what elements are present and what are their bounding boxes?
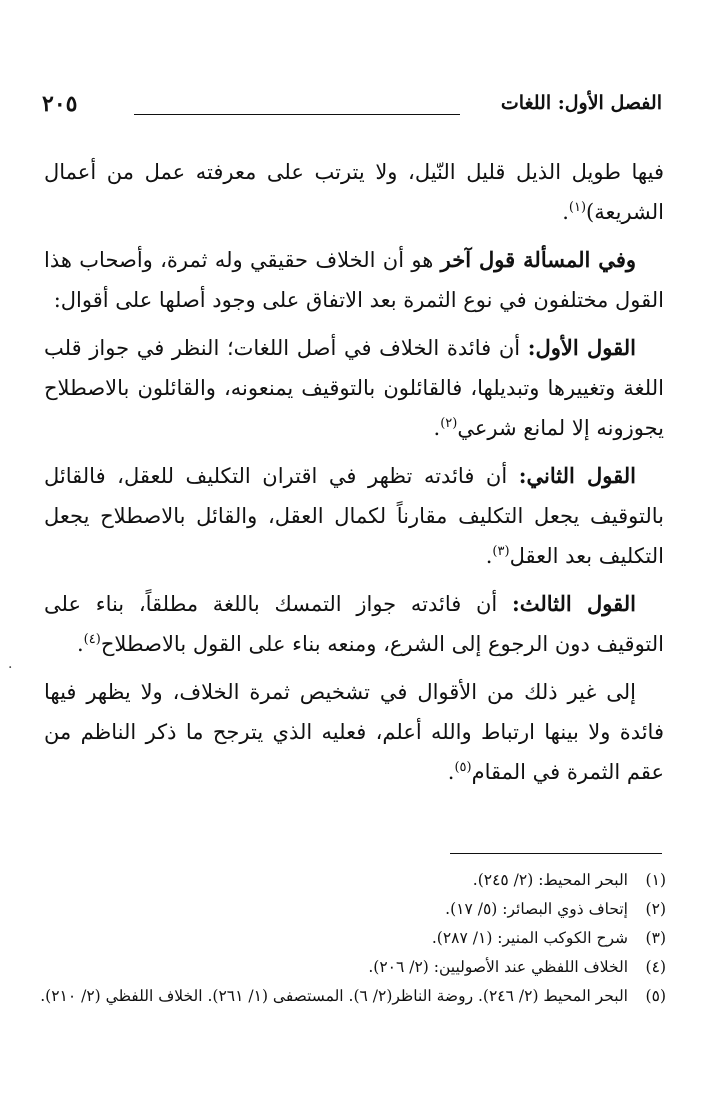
footnote-text: البحر المحيط: (٢/ ٢٤٥). xyxy=(472,871,628,889)
running-header xyxy=(42,92,662,122)
paragraph-1-end: . xyxy=(562,200,569,224)
paragraph-3 xyxy=(44,328,664,448)
footnote-separator xyxy=(450,853,662,854)
footnote-number: (٥) xyxy=(645,987,666,1005)
paragraph-3-end: . xyxy=(433,416,441,440)
footnote-number: (٢) xyxy=(645,900,666,918)
margin-mark: · xyxy=(8,660,13,676)
footnote-ref-2: (٢) xyxy=(440,416,458,431)
paragraph-6-end: . xyxy=(447,760,455,784)
footnote-number: (١) xyxy=(645,871,666,889)
footnote-text: الخلاف اللفظي عند الأصوليين: (٢/ ٢٠٦). xyxy=(368,958,628,976)
footnotes xyxy=(40,866,666,1011)
paragraph-4-end: . xyxy=(485,544,493,568)
paragraph-1 xyxy=(44,152,664,232)
paragraph-5 xyxy=(44,584,664,664)
footnote-3 xyxy=(40,924,666,953)
footnote-1 xyxy=(40,866,666,895)
paragraph-2 xyxy=(44,240,664,320)
footnote-ref-3: (٣) xyxy=(492,544,510,559)
footnote-text: شرح الكوكب المنير: (١/ ٢٨٧). xyxy=(431,929,628,947)
paragraph-6-text: إلى غير ذلك من الأقوال في تشخيص ثمرة الخلاف، ولا يظهر فيها فائدة ولا بينها ارتباط والله أعلم، فعليه الذي يترجح ما ذكر الناظم من عقم الثمرة في المقام xyxy=(44,680,664,784)
paragraph-4-text: أن فائدته تظهر في اقتران التكليف للعقل، فالقائل بالتوقيف يجعل التكليف مقارناً لكمال العقل، والقائل بالاصطلاح يجعل التكليف بعد العقل xyxy=(44,464,664,568)
paragraph-3-text: أن فائدة الخلاف في أصل اللغات؛ النظر في جواز قلب اللغة وتغييرها وتبديلها، فالقائلون بالتوقيف يمنعونه، والقائلون بالاصطلاح يجوزونه إلا لمانع شرعي xyxy=(44,336,664,440)
footnote-number: (٤) xyxy=(645,958,666,976)
footnote-2 xyxy=(40,895,666,924)
paragraph-5-end: . xyxy=(76,632,84,656)
paragraph-3-lead: القول الأول: xyxy=(527,335,636,360)
paragraph-6 xyxy=(44,672,664,792)
paragraph-2-text: هو أن الخلاف حقيقي وله ثمرة، وأصحاب هذا القول مختلفون في نوع الثمرة بعد الاتفاق على وجود أصلها على أقوال: xyxy=(44,248,664,312)
footnote-text: إتحاف ذوي البصائر: (٥/ ١٧). xyxy=(445,900,628,918)
paragraph-4 xyxy=(44,456,664,576)
footnote-text: البحر المحيط (٢/ ٢٤٦). روضة الناظر(٢/ ٦). المستصفى (١/ ٢٦١). الخلاف اللفظي (٢/ ٢١٠). xyxy=(40,987,628,1005)
footnote-ref-1: (١) xyxy=(568,200,587,215)
chapter-title: الفصل الأول: اللغات xyxy=(500,92,662,114)
paragraph-1-text: فيها طويل الذيل قليل النّيل، ولا يترتب على معرفته عمل من أعمال الشريعة) xyxy=(44,160,664,224)
main-text xyxy=(44,152,664,800)
page-number: ٢٠٥ xyxy=(42,91,78,117)
footnote-number: (٣) xyxy=(645,929,666,947)
footnote-4 xyxy=(40,953,666,982)
footnote-ref-4: (٤) xyxy=(83,632,101,647)
header-rule xyxy=(134,114,460,115)
paragraph-5-lead: القول الثالث: xyxy=(511,591,637,616)
paragraph-4-lead: القول الثاني: xyxy=(518,463,637,488)
paragraph-2-lead: وفي المسألة قول آخر xyxy=(440,247,636,272)
paragraph-5-text: أن فائدته جواز التمسك باللغة مطلقاً، بناء على التوقيف دون الرجوع إلى الشرع، ومنعه بناء على القول بالاصطلاح xyxy=(44,592,664,656)
footnote-ref-5: (٥) xyxy=(454,760,472,775)
footnote-5 xyxy=(40,982,666,1011)
